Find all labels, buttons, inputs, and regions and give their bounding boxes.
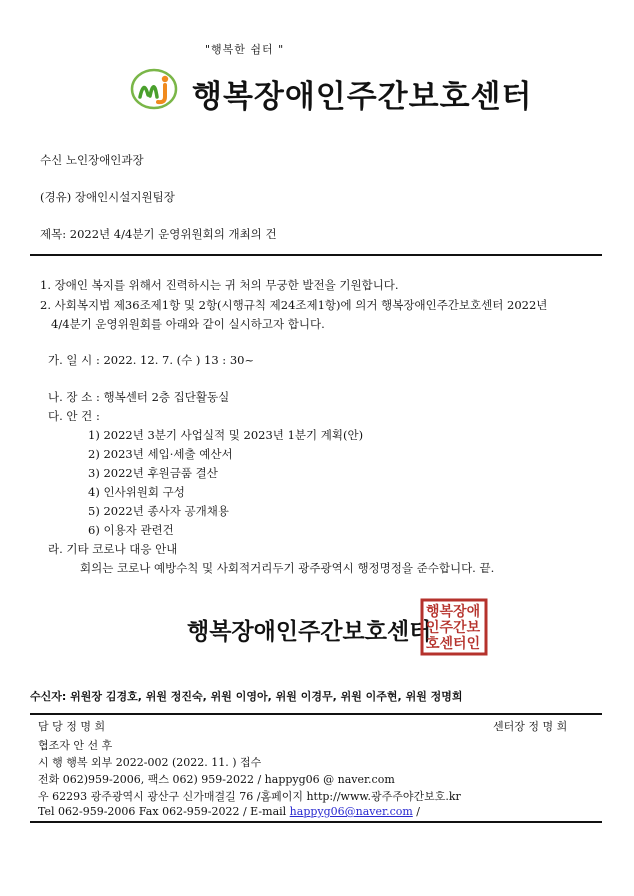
meeting-date: 가. 일 시 : 2022. 12. 7. (수 ) 13 : 30~ [48,353,255,367]
footer-top-divider [30,713,602,715]
cc-recipients: 수신자: 위원장 김경호, 위원 정진숙, 위원 이영아, 위원 이경무, 위원 이주현, 위원 정명희 [30,690,463,703]
footer-bottom-divider [30,821,602,823]
agenda-item: 6) 이용자 관련건 [88,523,174,537]
via-line: (경유) 장애인시설지원팀장 [40,190,175,204]
other-text: 회의는 코로나 예방수칙 및 사회적거리두기 광주광역시 행정명정을 준수합니다. 끝. [80,561,495,575]
subject-divider [30,254,602,256]
drafter-line: 담 당 정 명 희 [38,720,106,733]
svg-text:인주간보: 인주간보 [426,620,481,636]
signature-name: 행복장애인주간보호센터 [187,619,432,645]
body-paragraph-2b: 4/4분기 운영위원회를 아래와 같이 실시하고자 합니다. [51,317,325,331]
contact-line [38,805,420,818]
director-line: 센터장 정 명 희 [493,720,568,733]
cooperator-line: 협조자 안 선 후 [38,739,113,752]
agenda-item: 4) 인사위원회 구성 [88,485,185,499]
header-motto: "행복한 쉼터 " [205,43,285,56]
agenda-item: 1) 2022년 3분기 사업실적 및 2023년 1분기 계획(안) [88,428,364,442]
agenda-item: 3) 2022년 후원금품 결산 [88,466,218,480]
other-title: 라. 기타 코로나 대응 안내 [48,542,178,556]
contact-suffix: / [412,805,420,818]
svg-text:행복장애: 행복장애 [426,604,481,620]
center-logo [130,67,182,111]
agenda-item: 5) 2022년 종사자 공개채용 [88,504,229,518]
recipient-line: 수신 노인장애인과장 [40,153,144,167]
org-title: 행복장애인주간보호센터 [192,79,533,115]
meeting-place: 나. 장 소 : 행복센터 2층 집단활동실 [48,390,230,404]
subject-line: 제목: 2022년 4/4분기 운영위원회의 개최의 건 [40,227,277,241]
official-seal [420,598,488,656]
body-paragraph-2a: 2. 사회복지법 제36조제1항 및 2항(시행규칙 제24조제1항)에 의거 행복장애인주간보호센터 2022년 [40,298,548,312]
agenda-item: 2) 2023년 세입·세출 예산서 [88,447,233,461]
phone-line: 전화 062)959-2006, 팩스 062) 959-2022 / happyg06 @ naver.com [38,773,395,786]
address-line: 우 62293 광주광역시 광산구 신가매결길 76 /홈페이지 http://www.광주주야간보호.kr [38,790,461,803]
svg-text:호센터인: 호센터인 [426,636,481,652]
contact-prefix: Tel 062-959-2006 Fax 062-959-2022 / E-mail [38,805,290,818]
enforce-line: 시 행 행복 외부 2022-002 (2022. 11. ) 접수 [38,756,262,769]
body-paragraph-1: 1. 장애인 복지를 위해서 진력하시는 귀 처의 무궁한 발전을 기원합니다. [40,278,399,292]
email-link[interactable]: happyg06@naver.com [289,805,413,818]
agenda-title: 다. 안 건 : [48,409,100,423]
